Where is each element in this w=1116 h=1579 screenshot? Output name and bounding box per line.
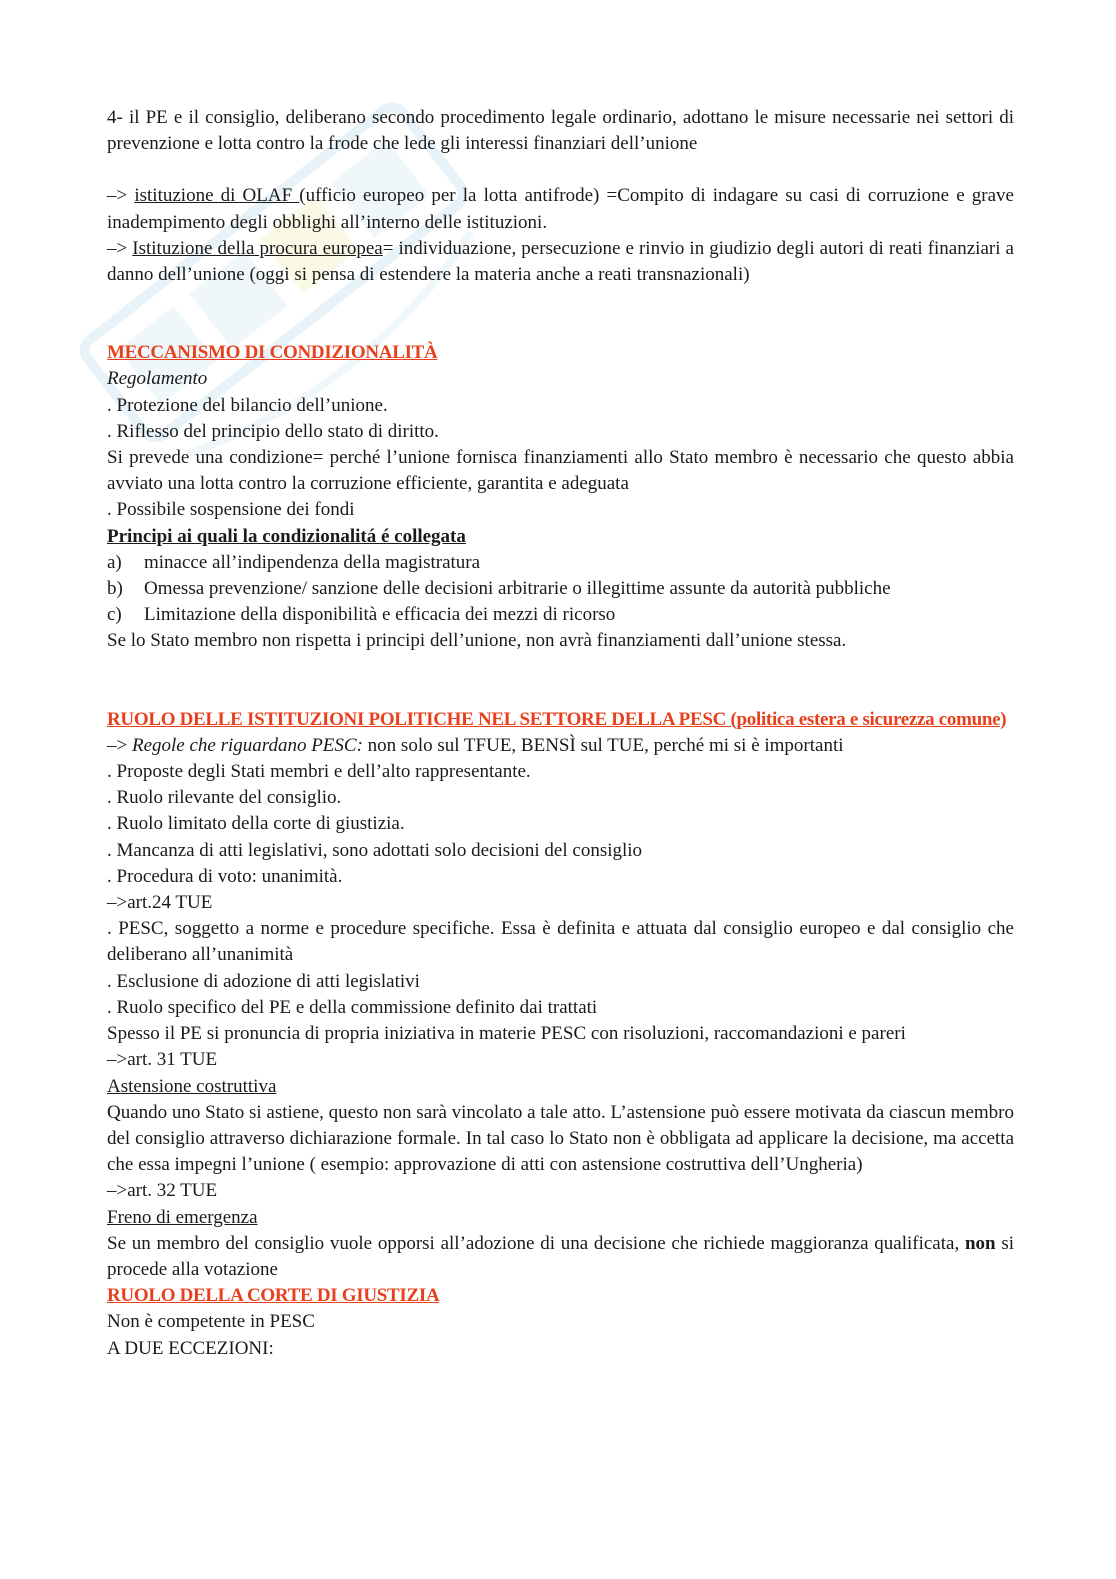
procura-link-text: Istituzione della procura europea: [132, 237, 383, 259]
list-marker: b): [107, 578, 123, 600]
list-text: Omessa prevenzione/ sanzione delle decisioni arbitrarie o illegittime assunte da autorità pubbliche: [144, 578, 891, 600]
text-line: Non è competente in PESC: [107, 1311, 315, 1333]
freno-text-end: si procede alla votazione: [107, 1232, 1014, 1280]
list-text: Limitazione della disponibilità e efficacia dei mezzi di ricorso: [144, 604, 616, 626]
olaf-paragraph: [107, 183, 1014, 235]
text-line: . Proposte degli Stati membri e dell’alto rappresentante.: [107, 761, 531, 783]
rules-rest: non solo sul TFUE, BENSÌ sul TUE, perché mi si è importanti: [362, 734, 844, 756]
text-line: . Ruolo limitato della corte di giustizia.: [107, 813, 405, 835]
text-line: . Ruolo rilevante del consiglio.: [107, 787, 342, 809]
freno-text: Se un membro del consiglio vuole opporsi all’adozione di una decisione che richiede maggioranza qualificata,: [107, 1232, 965, 1254]
list-marker: c): [107, 604, 122, 626]
article-reference: –>art. 31 TUE: [107, 1049, 218, 1071]
spesso-line: Spesso il PE si pronuncia di propria iniziativa in materie PESC con risoluzioni, raccomandazioni e pareri: [107, 1023, 906, 1045]
text-line: . Protezione del bilancio dell’unione.: [107, 394, 388, 416]
text-line: . Possibile sospensione dei fondi: [107, 499, 355, 521]
condizione-paragraph: Si prevede una condizione= perché l’unione fornisca finanziamenti allo Stato membro è necessario che questo abbia avviato una lotta contro la corruzione efficiente, garantita e adeguata: [107, 447, 1014, 495]
arrow: –>: [107, 237, 133, 259]
freno-heading: Freno di emergenza: [107, 1206, 258, 1228]
procura-description: = individuazione, persecuzione e rinvio in giudizio degli autori di reati finanziari a danno dell’unione (oggi si pensa di estendere la materia anche a reati transnazionali): [107, 237, 1014, 286]
rules-line: [107, 733, 1014, 759]
pesc-paragraph: . PESC, soggetto a norme e procedure specifiche. Essa è definita e attuata dal consiglio europeo e dal consiglio che deliberano all’unanimità: [107, 918, 1014, 966]
closing-line: Se lo Stato membro non rispetta i principi dell’unione, non avrà finanziamenti dall’unione stessa.: [107, 630, 847, 652]
section-heading-pesc: RUOLO DELLE ISTITUZIONI POLITICHE NEL SETTORE DELLA PESC (politica estera e sicurezza comune): [107, 708, 1007, 730]
text-line: . Ruolo specifico del PE e della commissione definito dai trattati: [107, 996, 598, 1018]
document-page: [107, 105, 1014, 1362]
list-item: [107, 550, 1014, 576]
subheading-regolamento: [107, 366, 1014, 392]
list-marker: a): [107, 551, 122, 573]
text-line: . Riflesso del principio dello stato di diritto.: [107, 420, 439, 442]
regolamento-text: Regolamento: [107, 368, 208, 390]
list-item: [107, 602, 1014, 628]
arrow: –>: [107, 185, 135, 207]
freno-bold: non: [964, 1232, 996, 1254]
list-item: [107, 576, 1014, 602]
olaf-link-text: istituzione di OLAF: [134, 185, 300, 207]
intro-paragraph: 4- il PE e il consiglio, deliberano secondo procedimento legale ordinario, adottano le misure necessarie nei settori di prevenzione e lotta contro la frode che lede gli interessi finanziari dell’unione: [107, 107, 1014, 155]
section-heading-condizionalita: MECCANISMO DI CONDIZIONALITÀ: [107, 342, 438, 364]
procura-paragraph: [107, 236, 1014, 288]
text-line: . Mancanza di atti legislativi, sono adottati solo decisioni del consiglio: [107, 839, 643, 861]
principi-heading: Principi ai quali la condizionalitá é collegata: [107, 525, 466, 547]
olaf-description: (ufficio europeo per la lotta antifrode) =Compito di indagare su casi di corruzione e grave inadempimento degli obblighi all’interno delle istituzioni.: [107, 185, 1014, 233]
astensione-heading: Astensione costruttiva: [107, 1075, 277, 1097]
rules-italic: Regole che riguardano PESC:: [131, 734, 363, 756]
section-heading-corte: RUOLO DELLA CORTE DI GIUSTIZIA: [107, 1285, 440, 1307]
arrow: –>: [107, 734, 132, 756]
text-line: . Esclusione di adozione di atti legislativi: [107, 970, 420, 992]
astensione-paragraph: Quando uno Stato si astiene, questo non sarà vincolato a tale atto. L’astensione può essere motivata da ciascun membro del consiglio attraverso dichiarazione formale. In tal caso lo Stato non è obbligata ad applicare la decisione, ma accetta che essa impegni l’unione ( esempio: approvazione di atti con astensione costruttiva dell’Ungheria): [107, 1101, 1014, 1176]
freno-paragraph: [107, 1231, 1014, 1283]
text-line: A DUE ECCEZIONI:: [107, 1337, 274, 1359]
article-reference: –>art.24 TUE: [107, 892, 213, 914]
text-line: . Procedura di voto: unanimità.: [107, 865, 343, 887]
list-text: minacce all’indipendenza della magistratura: [144, 551, 481, 573]
article-reference: –>art. 32 TUE: [107, 1180, 218, 1202]
